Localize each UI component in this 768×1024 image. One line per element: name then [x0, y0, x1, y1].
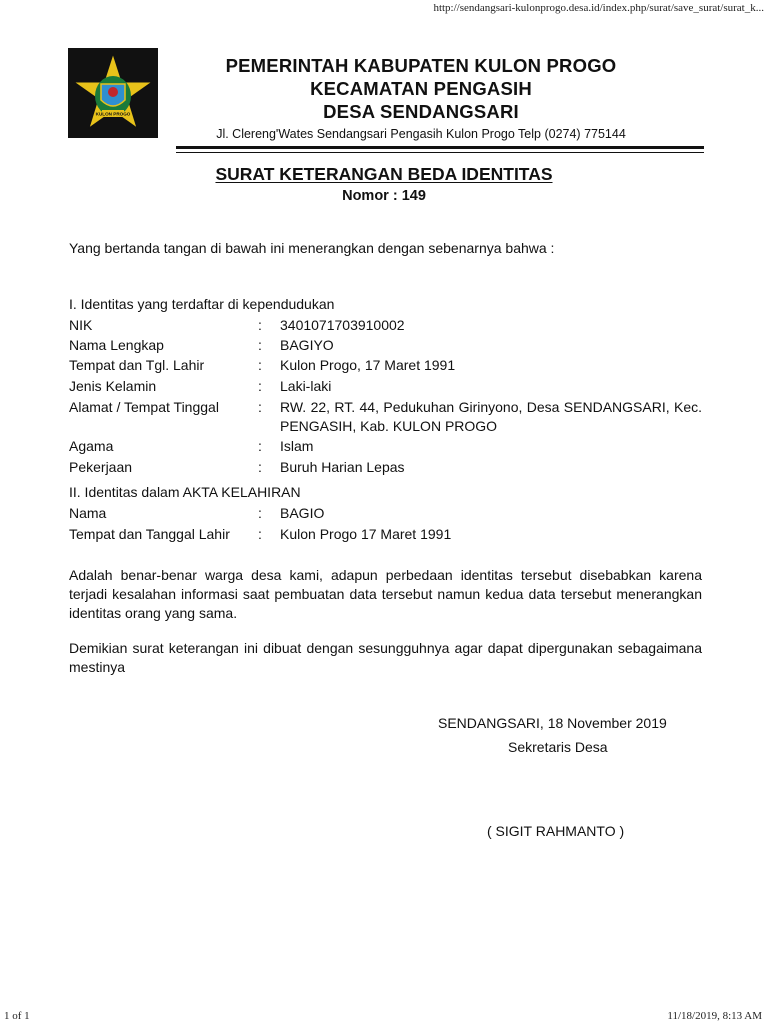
field-colon: :: [258, 505, 262, 521]
signature-position: Sekretaris Desa: [508, 739, 608, 755]
letterhead-rule-thick: [176, 146, 704, 149]
letter-number: Nomor : 149: [342, 188, 426, 204]
field-colon: :: [258, 399, 262, 415]
closing-paragraph-2: Demikian surat keterangan ini dibuat dengan sesungguhnya agar dapat dipergunakan sebagaimana mestinya: [69, 640, 702, 675]
intro-paragraph: Yang bertanda tangan di bawah ini menerangkan dengan sebenarnya bahwa :: [69, 240, 555, 256]
field-label: Tempat dan Tanggal Lahir: [69, 526, 230, 542]
field-value: BAGIYO: [280, 337, 334, 353]
regency-logo: [68, 48, 158, 138]
field-value: 3401071703910002: [280, 317, 405, 333]
field-colon: :: [258, 317, 262, 333]
closing-paragraph-1: Adalah benar-benar warga desa kami, adapun perbedaan identitas tersebut disebabkan karena terjadi kesalahan informasi saat pembuatan data tersebut namun kedua data tersebut menerangkan identitas orang yang sama.: [69, 567, 702, 621]
signature-place-date: SENDANGSARI, 18 November 2019: [438, 715, 667, 731]
logo-text: KULON PROGO: [95, 111, 131, 117]
regency-emblem-icon: [68, 48, 158, 138]
field-label: Nama: [69, 505, 107, 521]
field-label: Nama Lengkap: [69, 337, 164, 353]
field-colon: :: [258, 526, 262, 542]
field-label: Agama: [69, 438, 114, 454]
field-value: BAGIO: [280, 505, 325, 521]
section2-heading: II. Identitas dalam AKTA KELAHIRAN: [69, 484, 301, 500]
letter-title-text: SURAT KETERANGAN BEDA IDENTITAS: [215, 164, 553, 184]
field-value: Kulon Progo, 17 Maret 1991: [280, 357, 456, 373]
print-page-number: 1 of 1: [4, 1010, 30, 1022]
field-value: Laki-laki: [280, 378, 332, 394]
field-value: Kulon Progo 17 Maret 1991: [280, 526, 452, 542]
print-datetime: 11/18/2019, 8:13 AM: [667, 1010, 762, 1022]
field-label: Jenis Kelamin: [69, 378, 157, 394]
field-value: Islam: [280, 438, 314, 454]
field-value: RW. 22, RT. 44, Pedukuhan Girinyono, Desa SENDANGSARI, Kec. PENGASIH, Kab. KULON PROGO: [280, 399, 702, 434]
field-colon: :: [258, 378, 262, 394]
field-colon: :: [258, 357, 262, 373]
field-label: Pekerjaan: [69, 459, 133, 475]
field-colon: :: [258, 459, 262, 475]
signature-name: ( SIGIT RAHMANTO ): [487, 823, 625, 839]
section1-heading: I. Identitas yang terdaftar di kependudukan: [69, 296, 335, 312]
field-value: Buruh Harian Lepas: [280, 459, 405, 475]
letterhead-rule-thin: [176, 152, 704, 153]
letterhead-line3: DESA SENDANGSARI: [323, 101, 519, 122]
print-url: http://sendangsari-kulonprogo.desa.id/index.php/surat/save_surat/surat_k...: [433, 2, 764, 14]
letterhead-address: Jl. Clereng'Wates Sendangsari Pengasih Kulon Progo Telp (0274) 775144: [216, 127, 626, 141]
field-colon: :: [258, 337, 262, 353]
field-label: Alamat / Tempat Tinggal: [69, 399, 219, 415]
field-label: NIK: [69, 317, 93, 333]
letterhead-line2: KECAMATAN PENGASIH: [310, 78, 532, 99]
letter-title: [0, 164, 768, 185]
letterhead-line1: PEMERINTAH KABUPATEN KULON PROGO: [225, 55, 617, 76]
field-colon: :: [258, 438, 262, 454]
field-label: Tempat dan Tgl. Lahir: [69, 357, 205, 373]
